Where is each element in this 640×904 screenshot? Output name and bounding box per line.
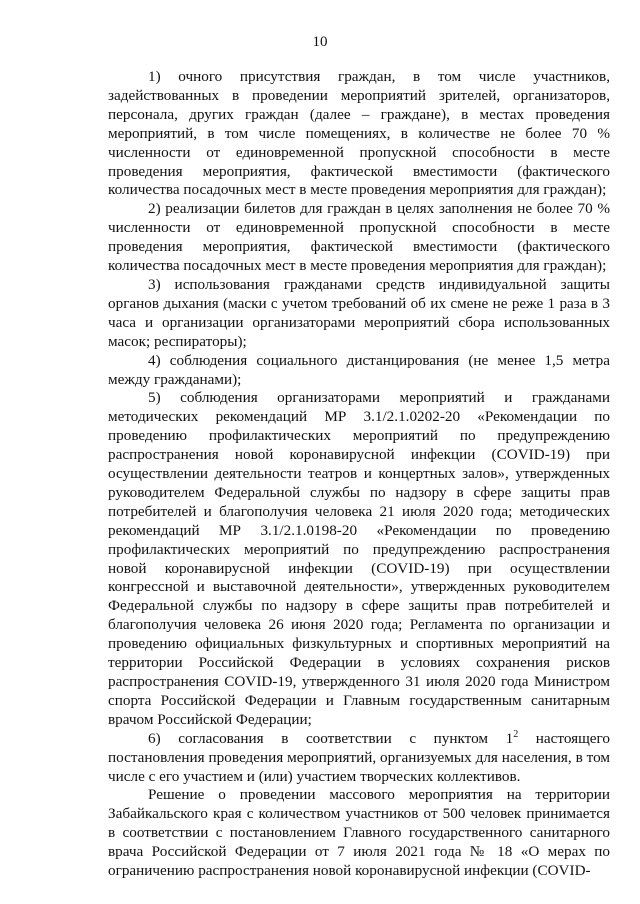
paragraph-item-3: 3) использования гражданами средств индивидуальной защиты органов дыхания (маски с учетом требований об их смене не реже 1 раза в 3 часа и организации организаторами мероприятий сбора использованных масок; респираторы); xyxy=(108,275,610,350)
paragraph-item-6 xyxy=(108,730,610,787)
document-body xyxy=(108,68,610,881)
page-number: 10 xyxy=(312,34,328,50)
paragraph-item-1: 1) очного присутствия граждан, в том числе участников, задействованных в проведении мероприятий зрителей, организаторов, персонала, других граждан (далее – граждане), в местах проведения мероприятий, в том числе помещениях, в количестве не более 70 % численности от единовременной пропускной способности в месте проведения мероприятия, фактической вместимости (фактического количества посадочных мест в месте проведения мероприятия для граждан); xyxy=(108,68,610,199)
paragraph-item-6-superscript: 2 xyxy=(513,728,519,740)
paragraph-item-6-text-after: настоящего постановления проведения мероприятий, организуемых для населения, в том числе с его участием и (или) участием творческих коллективов. xyxy=(108,729,610,785)
paragraph-item-2: 2) реализации билетов для граждан в целях заполнения не более 70 % численности от единовременной пропускной способности в месте проведения мероприятия, фактической вместимости (фактического количества посадочных мест в месте проведения мероприятия для граждан); xyxy=(108,200,610,275)
paragraph-item-4: 4) соблюдения социального дистанцирования (не менее 1,5 метра между гражданами); xyxy=(108,351,610,388)
paragraph-item-5: 5) соблюдения организаторами мероприятий и гражданами методических рекомендаций МР 3.1/2.1.0202-20 «Рекомендации по проведению профилактических мероприятий по предупреждению распространения новой коронавирусной инфекции (COVID-19) при осуществлении деятельности театров и концертных залов», утвержденных руководителем Федеральной службы по надзору в сфере защиты прав потребителей и благополучия человека 21 июля 2020 года; методических рекомендаций МР 3.1/2.1.0198-20 «Рекомендации по проведению профилактических мероприятий по предупреждению распространения новой коронавирусной инфекции (COVID-19) при осуществлении конгрессной и выставочной деятельности», утвержденных руководителем Федеральной службы по надзору в сфере защиты прав потребителей и благополучия человека 26 июня 2020 года; Регламента по организации и проведению официальных физкультурных и спортивных мероприятий на территории Российской Федерации в условиях сохранения рисков распространения COVID-19, утвержденного 31 июля 2020 года Министром спорта Российской Федерации и Главным государственным санитарным врачом Российской Федерации; xyxy=(108,389,610,728)
paragraph-item-6-text-before: 6) согласования в соответствии с пунктом 1 xyxy=(148,729,514,747)
paragraph-decision: Решение о проведении массового мероприятия на территории Забайкальского края с количеством участников от 500 человек принимается в соответствии с постановлением Главного государственного санитарного врача Российской Федерации от 7 июля 2021 года № 18 «О мерах по ограничению распространения новой коронавирусной инфекции (COVID- xyxy=(108,786,610,880)
